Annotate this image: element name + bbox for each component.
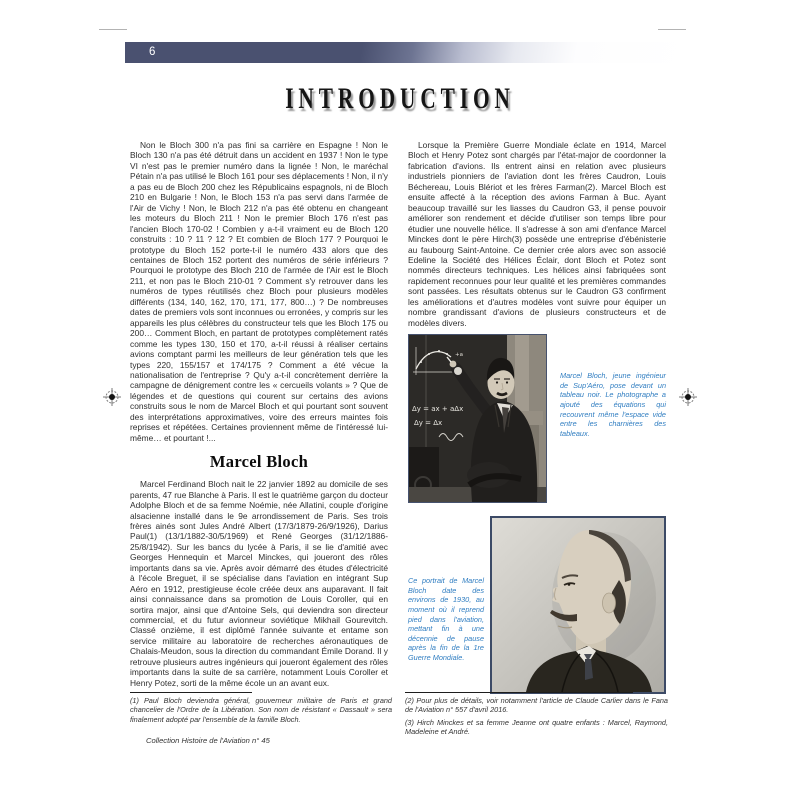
blackboard-caption: Marcel Bloch, jeune ingénieur de Sup'Aéro, pose devant un tableau noir. Le photographe a ajouté des équations qui recouvrent même l'espace vide entre les charnières des tableaux. bbox=[560, 371, 666, 438]
footer-credit: Collection Histoire de l'Aviation n° 45 bbox=[146, 736, 270, 745]
figure-portrait bbox=[408, 516, 666, 694]
title-wrap bbox=[0, 84, 800, 114]
page-number: 6 bbox=[149, 46, 156, 58]
left-column bbox=[130, 140, 388, 688]
chalk-equation-1: Δy = ax + aΔx bbox=[412, 405, 464, 414]
portrait-photo-illustration bbox=[492, 518, 664, 692]
blackboard-photo bbox=[408, 334, 547, 503]
footnote-2: (2) Pour plus de détails, voir notamment l'article de Claude Carlier dans le Fana de l'Aviation n° 557 d'avril 2016. bbox=[405, 696, 668, 715]
chalk-equation-2: Δy = Δx bbox=[414, 419, 443, 428]
registration-mark-left-icon bbox=[103, 388, 121, 406]
bio-paragraph: Marcel Ferdinand Bloch nait le 22 janvier 1892 au domicile de ses parents, 47 rue Blanche à Paris. Il est le quatrième garçon du docteur Adolphe Bloch et de sa femme Noémie, née Allatini, couple d'origine alsacienne installé dans le 9e arrondissement de Paris. Ses trois frères ainés sont Jules André Albert (17/3/1879-26/9/1926), Darius Paul(1) (13/1/1882-30/5/1969) et René Georges (31/12/1886-25/8/1942). Sur les bancs du lycée à Paris, il se lie d'amitié avec Georges Hennequin et Marcel Minckes, qui joueront des rôles importants dans sa vie. Après avoir démarré des études d'électricité à l'école Breguet, il se spécialise dans l'aviation en intégrant Sup Aéro en 1912, prestigieuse école créée deux ans auparavant. Il fait ainsi connaissance dans sa promotion de Louis Coroller, qui en sortira major, ainsi que d'Antoine Sels, qui deviendra son directeur commercial, et du futur avionneur soviétique Mikhail Gourevitch. Classé onzième, il est diplômé l'année suivante et entame son service militaire au laboratoire de recherches aéronautiques de Chalais-Meudon, sous la direction du commandant Émile Dorand. Il y retrouve plusieurs autres ingénieurs qui joueront également des rôles importants dans la suite de sa carrière, notamment Louis Coroller et Henry Potez, sorti de la même école un an avant eux. bbox=[130, 479, 388, 688]
crop-mark-top-left-icon bbox=[99, 29, 127, 30]
page-title: INTRODUCTION bbox=[285, 82, 515, 115]
right-column bbox=[408, 140, 666, 694]
footnote-divider-right bbox=[405, 692, 633, 693]
footnote-divider-left bbox=[130, 692, 252, 693]
portrait-photo bbox=[490, 516, 666, 694]
figure-blackboard bbox=[408, 334, 666, 503]
footnotes-left bbox=[130, 692, 392, 727]
header-bar bbox=[125, 42, 688, 63]
intro-paragraph: Non le Bloch 300 n'a pas fini sa carrière en Espagne ! Non le Bloch 130 n'a pas été détruit dans un accident en 1937 ! Non le type VI n'est pas le premier numéro dans la lignée ! Non, le maréchal Pétain n'a pas utilisé le Bloch 161 pour ses déplacements ! Non, il n'y a pas eu de Bloch 200 chez les Républicains espagnols, ni de Bloch 210 en Bulgarie ! Non, le Bloch 153 n'a pas servi dans l'armée de l'Air de Vichy ! Non, le Bloch 212 n'a pas été obtenu en changeant les moteurs du Bloch 211 ! Non le premier Bloch 176 n'est pas l'ancien Bloch 170-02 ! Combien y a-t-il vraiment eu de Bloch 120 construits : 10 ? 11 ? 12 ? Et combien de Bloch 177 ? Pourquoi le prototype du Bloch 152 porte-t-il le numéro 433 alors que des centaines de Bloch 152 portent des numéros de série inférieurs ? Pourquoi le prototype des Bloch 210 de l'armée de l'Air est le Bloch 211, et non pas le Bloch 210-01 ? Comment s'y retrouver dans les numéros de types réutilisés chez Bloch pour plusieurs modèles différents (134, 140, 162, 170, 171, 177, 800…) ? De nombreuses dates de premiers vols sont inconnues ou erronées, y compris sur les appareils les plus célèbres du constructeur tels que les Bloch 175 ou 200… Comment Bloch, en partant de prototypes complètement ratés comme les types 130, 150 et 170, a-t-il réussi à réaliser certains avions comptant parmi les meilleurs de leur génération tels que les types 220, 155/157 et 174/175 ? Comment a été vécue la nationalisation de l'entreprise ? Qu'y a-t-il concrètement derrière la campagne de dénigrement contre les « cercueils volants » ? Que de légendes et de questions qui courent sur certains des avions construits sous le nom de Marcel Bloch et qui pourtant sont souvent des interprétations approximatives, voire des erreurs maintes fois reprises et répétées. Certaines proviennent même de l'intéressé lui-même… et pourtant !... bbox=[130, 140, 388, 443]
footnote-1: (1) Paul Bloch deviendra général, gouverneur militaire de Paris et grand chancelier de l'Ordre de la Libération. Son nom de résistant « Dassault » sera finalement adopté par l'ensemble de la famille Bloch. bbox=[130, 696, 392, 724]
footnote-3: (3) Hirch Minckes et sa femme Jeanne ont quatre enfants : Marcel, Raymond, Madeleine et André. bbox=[405, 717, 668, 736]
crop-mark-top-right-icon bbox=[658, 29, 686, 30]
portrait-caption: Ce portrait de Marcel Bloch date des environs de 1930, au moment où il reprend pied dans l'aviation, mettant fin à une décennie de pause après la fin de la 1re Guerre Mondiale. bbox=[408, 576, 484, 662]
section-heading-marcel-bloch: Marcel Bloch bbox=[209, 452, 309, 472]
war-paragraph: Lorsque la Première Guerre Mondiale éclate en 1914, Marcel Bloch et Henry Potez sont chargés par l'état-major de coordonner la fabrication d'avions. Ils entrent ainsi en relation avec plusieurs industriels pionniers de l'aviation dont les frères Caudron, Louis Béchereau, Louis Blériot et les frères Farman(2). Marcel Bloch est ensuite affecté à la réception des avions Farman à Buc. Ayant beaucoup travaillé sur les liasses du Caudron G3, il pense pouvoir améliorer son rendement et décide d'utiliser son temps libre pour étudier une nouvelle hélice. Il s'adresse à son ami d'enfance Marcel Minckes dont le père Hirch(3) possède une entreprise d'ébénisterie au faubourg Saint-Antoine. Ce dernier crée alors avec son associé Edeline la Société des Hélices Éclair, dont Bloch et Potez sont nommés directeurs techniques. Les hélices ainsi fabriquées sont rapidement reconnues pour leur qualité et les premières commandes sont passées. Les résultats obtenus sur le Caudron G3 confirment les améliorations et d'autres modèles vont suivre pour équiper un nombre grandissant d'avions de plusieurs constructeurs et de modèles divers. bbox=[408, 140, 666, 328]
blackboard-photo-illustration bbox=[409, 335, 546, 502]
chalk-curve-label: +a bbox=[455, 352, 463, 359]
footnotes-right bbox=[405, 692, 668, 739]
registration-mark-right-icon bbox=[679, 388, 697, 406]
